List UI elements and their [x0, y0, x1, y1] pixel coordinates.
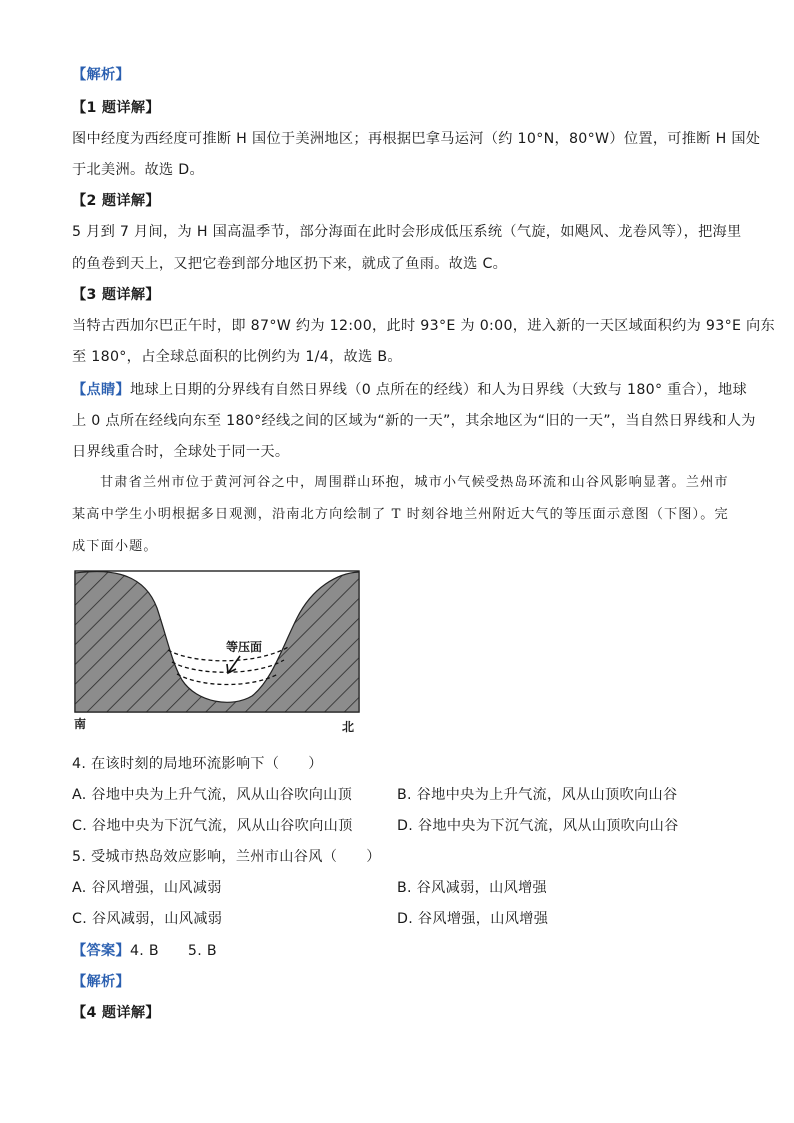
q4-option-b: B. 谷地中央为上升气流，风从山顶吹向山谷 [397, 787, 678, 803]
text-line: 至 180°，占全球总面积的比例约为 1/4，故选 B。 [72, 349, 402, 365]
tip-text: 地球上日期的分界线有自然日界线（0 点所在的经线）和人为日界线（大致与 180° 重合），地球 [129, 382, 747, 398]
q5-option-a: A. 谷风增强，山风减弱 [72, 880, 222, 896]
text-line: 图中经度为西经度可推断 H 国位于美洲地区；再根据巴拿马运河（约 10°N，80°W）位置，可推断 H 国处 [72, 131, 761, 147]
heading-q2-detail: 【2 题详解】 [72, 193, 160, 209]
heading-q3-detail: 【3 题详解】 [72, 287, 160, 303]
text-line: 当特古西加尔巴正午时，即 87°W 约为 12:00，此时 93°E 为 0:00，进入新的一天区域面积约为 93°E 向东 [72, 318, 776, 334]
heading-analysis: 【解析】 [72, 67, 130, 83]
isobar-diagram [72, 568, 372, 732]
south-label: 南 [74, 717, 87, 731]
tip-tag: 【点睛】 [72, 382, 130, 398]
answer-tag: 【答案】 [72, 943, 130, 959]
heading-q1-detail: 【1 题详解】 [72, 100, 160, 116]
valley-figure [72, 568, 372, 728]
text-line: 于北美洲。故选 D。 [72, 162, 204, 178]
answer-line [72, 941, 217, 961]
q4-option-a: A. 谷地中央为上升气流，风从山谷吹向山顶 [72, 787, 353, 803]
text-line: 上 0 点所在经线向东至 180°经线之间的区域为“新的一天”，其余地区为“旧的一天”，当自然日界线和人为 [72, 413, 756, 429]
heading-analysis-2: 【解析】 [72, 974, 130, 990]
isobar-label: 等压面 [226, 640, 263, 654]
passage-line: 甘肃省兰州市位于黄河河谷之中，周围群山环抱，城市小气候受热岛环流和山谷风影响显著。兰州市 [100, 475, 729, 490]
text-line-tip [72, 380, 747, 400]
heading-q4-detail: 【4 题详解】 [72, 1005, 160, 1021]
q5-option-d: D. 谷风增强，山风增强 [397, 911, 549, 927]
passage-line: 成下面小题。 [72, 539, 158, 554]
q4-option-d: D. 谷地中央为下沉气流，风从山顶吹向山谷 [397, 818, 679, 834]
question-5: 5. 受城市热岛效应影响，兰州市山谷风（ ） [72, 849, 381, 865]
q4-option-c: C. 谷地中央为下沉气流，风从山谷吹向山顶 [72, 818, 353, 834]
north-label: 北 [342, 720, 355, 734]
text-line: 5 月到 7 月间，为 H 国高温季节，部分海面在此时会形成低压系统（气旋，如飓风、龙卷风等），把海里 [72, 224, 742, 240]
passage-line: 某高中学生小明根据多日观测，沿南北方向绘制了 T 时刻谷地兰州附近大气的等压面示意图（下图）。完 [72, 507, 729, 522]
answer-text: 4. B 5. B [129, 943, 217, 959]
text-line: 日界线重合时，全球处于同一天。 [72, 444, 290, 460]
text-line: 的鱼卷到天上，又把它卷到部分地区扔下来，就成了鱼雨。故选 C。 [72, 256, 508, 272]
q5-option-b: B. 谷风减弱，山风增强 [397, 880, 548, 896]
q5-option-c: C. 谷风减弱，山风减弱 [72, 911, 223, 927]
question-4: 4. 在该时刻的局地环流影响下（ ） [72, 756, 323, 772]
